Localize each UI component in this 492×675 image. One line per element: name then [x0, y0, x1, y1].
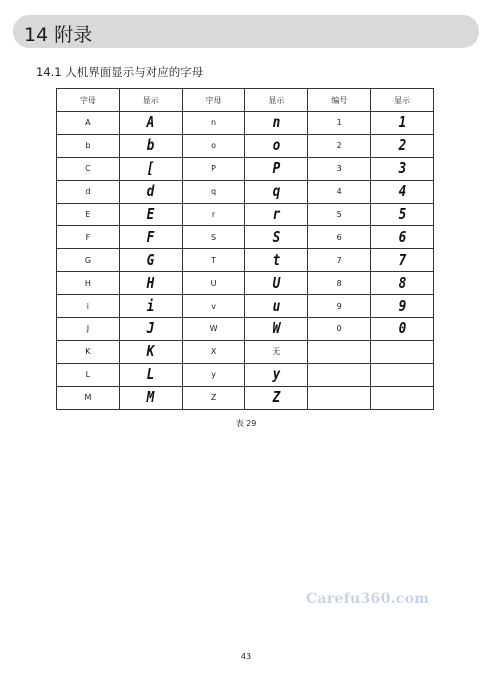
- table-row: [57, 386, 434, 409]
- table-body: [57, 112, 434, 410]
- header-number: 编号: [308, 89, 371, 112]
- display-cell: [371, 180, 434, 203]
- segment-glyph: 8: [398, 273, 406, 292]
- display-cell: [119, 272, 182, 295]
- segment-glyph: 7: [398, 250, 406, 269]
- letter-cell: T: [182, 249, 245, 272]
- segment-glyph: n: [272, 113, 281, 132]
- letter-cell: n: [182, 112, 245, 135]
- display-cell: [371, 226, 434, 249]
- segment-glyph: P: [272, 159, 281, 178]
- number-cell: 8: [308, 272, 371, 295]
- segment-glyph: H: [146, 273, 155, 292]
- display-cell: [245, 340, 308, 363]
- number-cell: 7: [308, 249, 371, 272]
- display-cell: [119, 226, 182, 249]
- segment-glyph: 1: [398, 113, 406, 132]
- segment-glyph: b: [146, 136, 155, 155]
- number-cell: 6: [308, 226, 371, 249]
- display-cell: [119, 363, 182, 386]
- display-cell: [245, 363, 308, 386]
- letter-cell: r: [182, 203, 245, 226]
- display-cell: [119, 134, 182, 157]
- display-cell: [371, 295, 434, 318]
- header-display-2: 显示: [245, 89, 308, 112]
- table-row: [57, 340, 434, 363]
- display-cell: [119, 180, 182, 203]
- segment-glyph: M: [146, 388, 155, 407]
- segment-glyph: Z: [272, 388, 281, 407]
- segment-glyph: U: [272, 273, 281, 292]
- display-cell: [119, 295, 182, 318]
- table-header-row: [57, 89, 434, 112]
- letter-cell: E: [57, 203, 120, 226]
- display-cell: [245, 157, 308, 180]
- letter-cell: d: [57, 180, 120, 203]
- display-cell: [119, 249, 182, 272]
- number-cell: 9: [308, 295, 371, 318]
- letter-cell: P: [182, 157, 245, 180]
- segment-glyph: W: [272, 319, 281, 338]
- letter-cell: H: [57, 272, 120, 295]
- header-display-3: 显示: [371, 89, 434, 112]
- display-cell: [371, 249, 434, 272]
- number-cell: 0: [308, 318, 371, 341]
- page-number: 43: [240, 652, 252, 661]
- display-cell: [371, 340, 434, 363]
- display-cell: [371, 318, 434, 341]
- segment-glyph: G: [146, 250, 155, 269]
- letter-cell: F: [57, 226, 120, 249]
- segment-glyph: E: [146, 205, 155, 223]
- segment-glyph: 无: [272, 347, 281, 357]
- display-cell: [245, 318, 308, 341]
- number-cell: 5: [308, 203, 371, 226]
- display-cell: [245, 249, 308, 272]
- segment-glyph: t: [272, 250, 281, 269]
- table-row: [57, 226, 434, 249]
- table-row: [57, 112, 434, 135]
- segment-glyph: 5: [398, 205, 406, 223]
- chapter-title: 14 附录: [24, 24, 93, 46]
- display-cell: [119, 157, 182, 180]
- table-row: [57, 203, 434, 226]
- segment-glyph: 2: [398, 136, 406, 155]
- segment-glyph: F: [146, 227, 155, 246]
- display-cell: [371, 157, 434, 180]
- segment-glyph: A: [146, 113, 155, 132]
- display-cell: [371, 203, 434, 226]
- table-row: [57, 157, 434, 180]
- display-cell: [119, 203, 182, 226]
- table-row: [57, 249, 434, 272]
- letter-cell: S: [182, 226, 245, 249]
- letter-cell: q: [182, 180, 245, 203]
- letter-cell: C: [57, 157, 120, 180]
- display-cell: [245, 203, 308, 226]
- segment-glyph: u: [272, 296, 281, 315]
- segment-glyph: 0: [398, 319, 406, 338]
- segment-glyph: i: [146, 296, 155, 315]
- number-cell: 4: [308, 180, 371, 203]
- letter-cell: M: [57, 386, 120, 409]
- letter-cell: A: [57, 112, 120, 135]
- display-cell: [245, 386, 308, 409]
- display-cell: [119, 386, 182, 409]
- number-cell: [308, 340, 371, 363]
- segment-glyph: S: [272, 227, 281, 246]
- table-row: [57, 318, 434, 341]
- segment-glyph: J: [146, 319, 155, 338]
- segment-glyph: 6: [398, 227, 406, 246]
- display-cell: [245, 134, 308, 157]
- display-cell: [245, 180, 308, 203]
- letter-cell: K: [57, 340, 120, 363]
- header-letter-1: 字母: [57, 89, 120, 112]
- display-cell: [371, 134, 434, 157]
- display-cell: [371, 272, 434, 295]
- letter-cell: W: [182, 318, 245, 341]
- display-cell: [119, 340, 182, 363]
- table-row: [57, 363, 434, 386]
- display-cell: [371, 363, 434, 386]
- table-row: [57, 272, 434, 295]
- letter-cell: X: [182, 340, 245, 363]
- number-cell: [308, 386, 371, 409]
- segment-glyph: 9: [398, 296, 406, 315]
- letter-cell: U: [182, 272, 245, 295]
- segment-glyph: [: [146, 159, 155, 178]
- segment-glyph: L: [146, 365, 155, 384]
- section-title: 14.1 人机界面显示与对应的字母: [36, 65, 204, 79]
- segment-glyph: y: [272, 365, 281, 384]
- display-cell: [119, 318, 182, 341]
- table-row: [57, 180, 434, 203]
- letter-cell: i: [57, 295, 120, 318]
- letter-cell: J: [57, 318, 120, 341]
- number-cell: 2: [308, 134, 371, 157]
- chapter-header-bar: [13, 15, 479, 48]
- segment-glyph: 3: [398, 159, 406, 178]
- table-caption: 表 29: [235, 419, 257, 428]
- table-row: [57, 134, 434, 157]
- display-character-table: [56, 88, 434, 410]
- display-cell: [245, 226, 308, 249]
- number-cell: 3: [308, 157, 371, 180]
- display-cell: [245, 295, 308, 318]
- letter-cell: o: [182, 134, 245, 157]
- letter-cell: G: [57, 249, 120, 272]
- letter-cell: b: [57, 134, 120, 157]
- number-cell: 1: [308, 112, 371, 135]
- letter-cell: y: [182, 363, 245, 386]
- letter-cell: L: [57, 363, 120, 386]
- number-cell: [308, 363, 371, 386]
- display-cell: [371, 386, 434, 409]
- segment-glyph: d: [146, 182, 155, 201]
- table-row: [57, 295, 434, 318]
- segment-glyph: q: [272, 182, 281, 201]
- display-cell: [119, 112, 182, 135]
- header-letter-2: 字母: [182, 89, 245, 112]
- display-cell: [245, 272, 308, 295]
- header-display-1: 显示: [119, 89, 182, 112]
- segment-glyph: o: [272, 136, 281, 155]
- display-cell: [371, 112, 434, 135]
- segment-glyph: K: [146, 342, 155, 361]
- segment-glyph: r: [272, 205, 281, 223]
- letter-cell: Z: [182, 386, 245, 409]
- letter-cell: v: [182, 295, 245, 318]
- watermark: Carefu360.com: [306, 591, 430, 607]
- display-cell: [245, 112, 308, 135]
- segment-glyph: 4: [398, 182, 406, 201]
